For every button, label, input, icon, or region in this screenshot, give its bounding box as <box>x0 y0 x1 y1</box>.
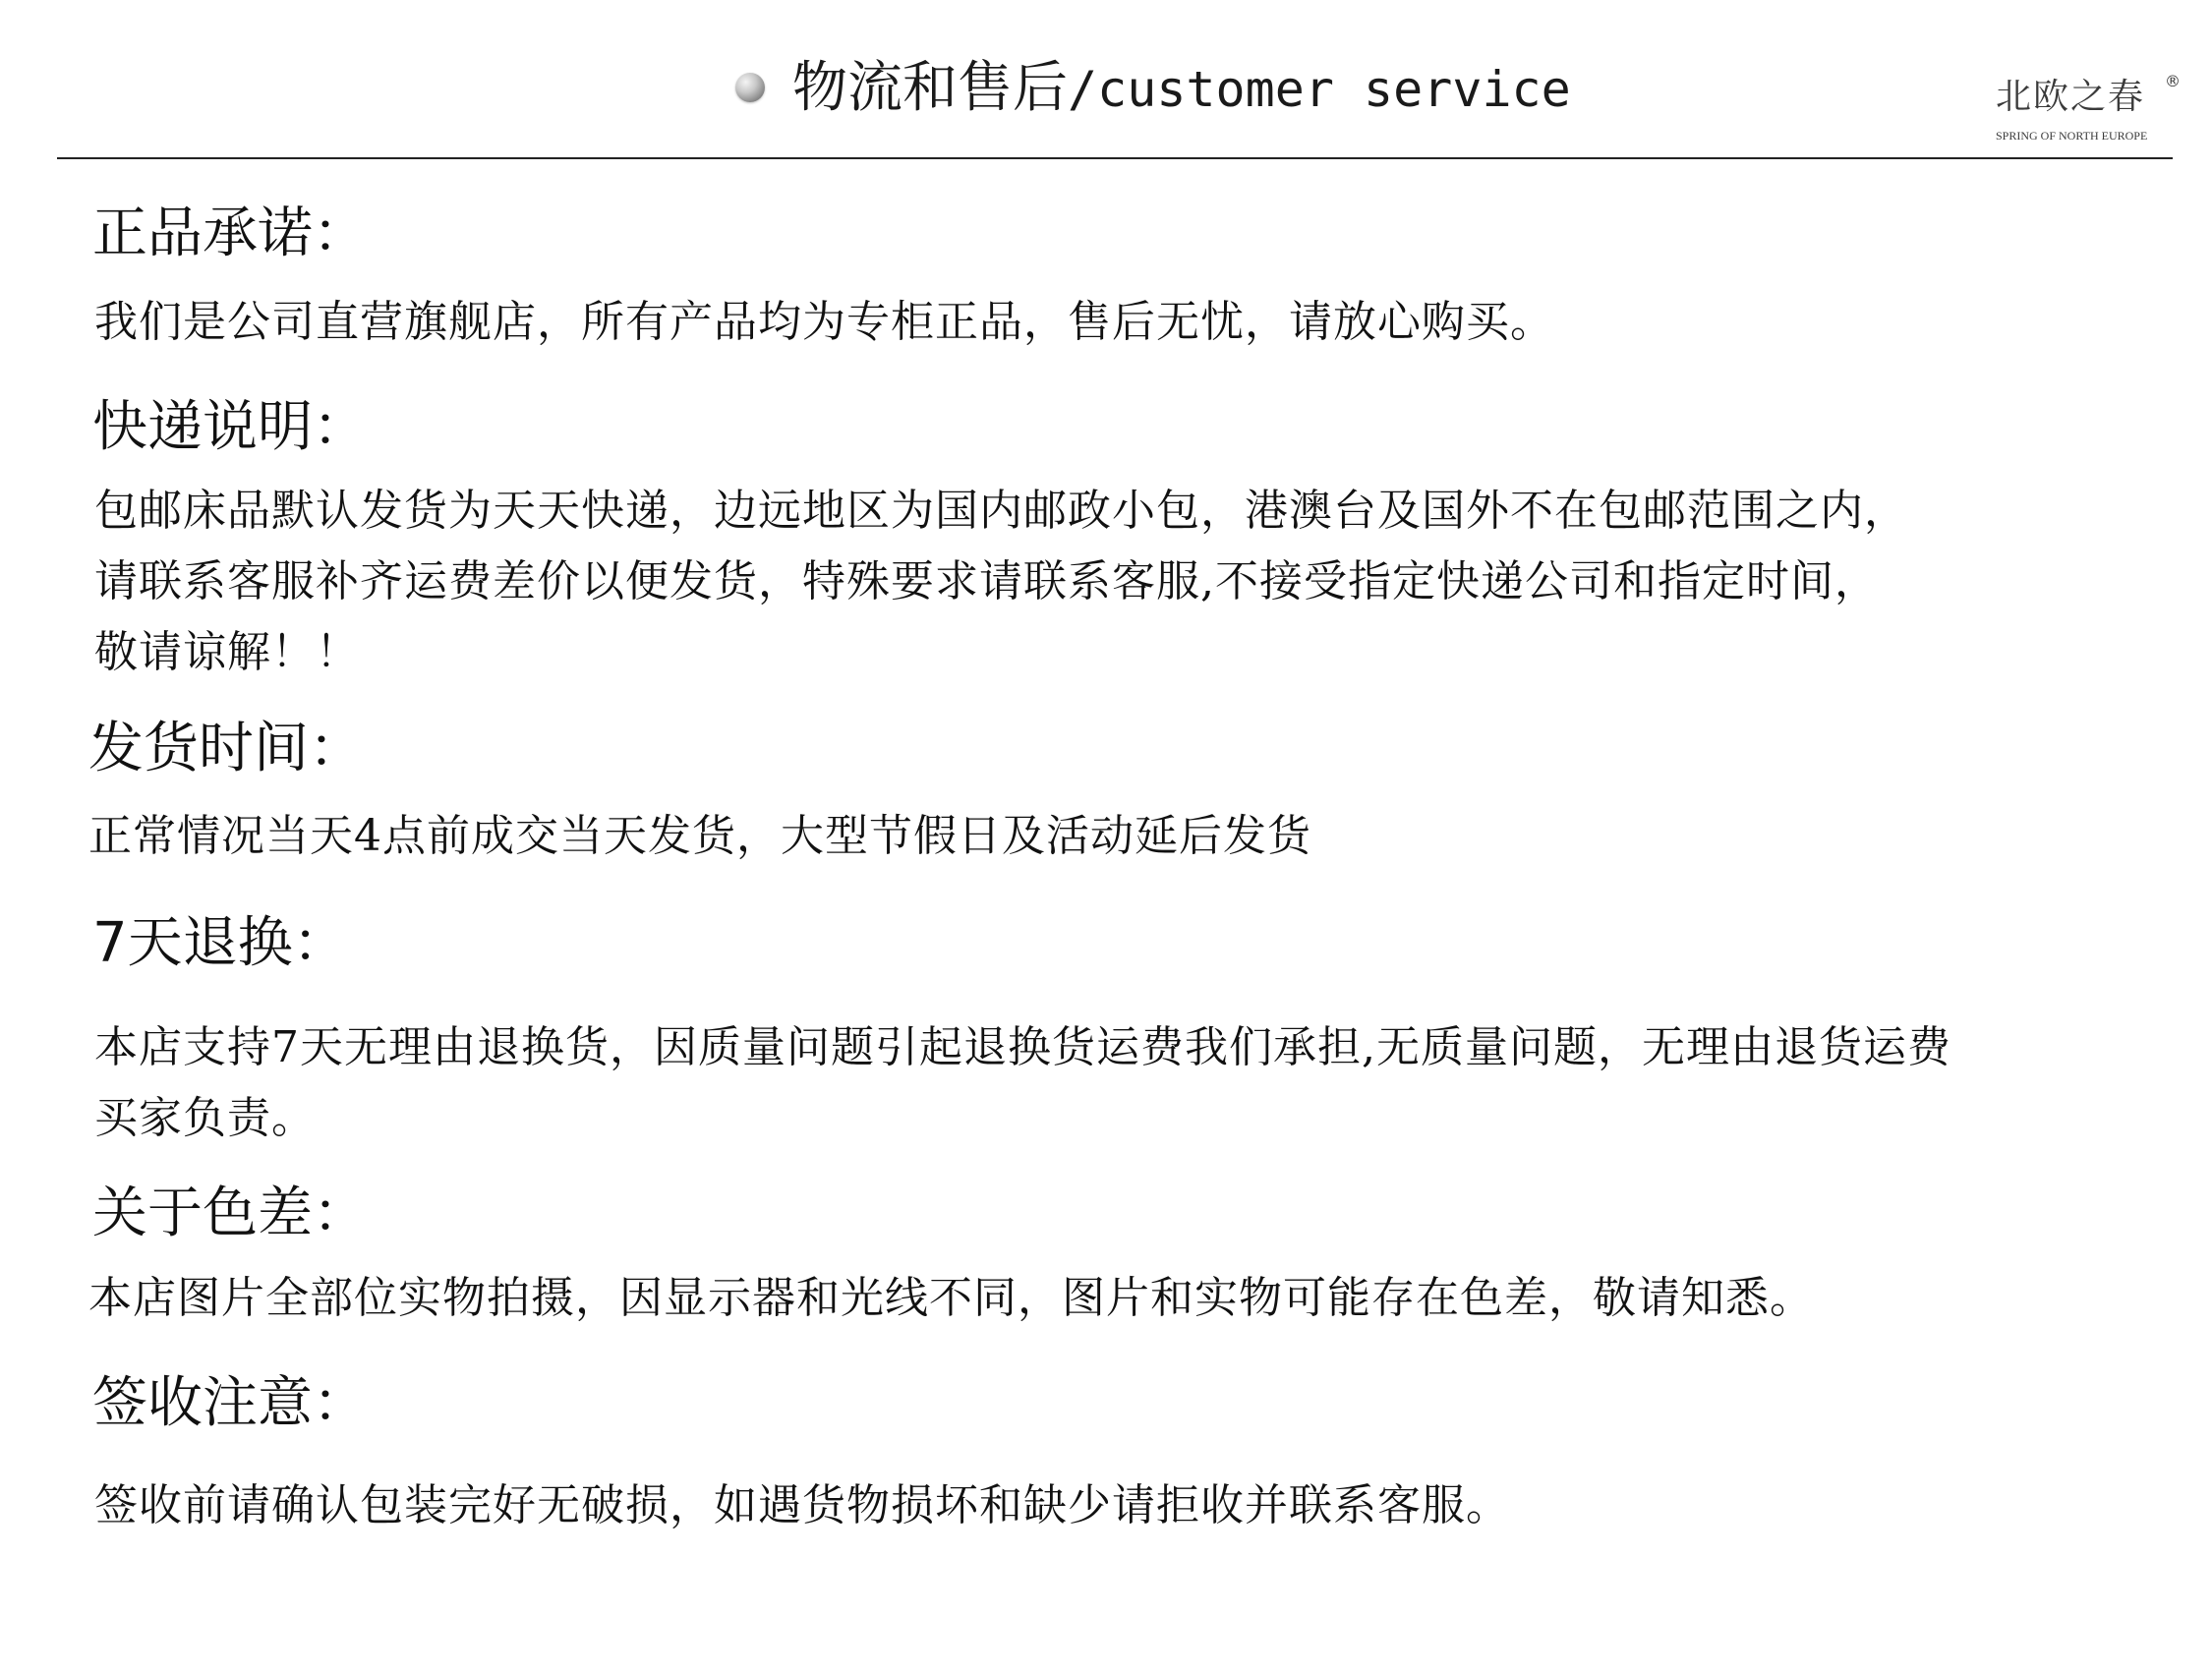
page-title-separator: / <box>1068 61 1098 118</box>
section-body-authenticity: 我们是公司直营旗舰店，所有产品均为专柜正品，售后无忧，请放心购买。 <box>94 297 1554 347</box>
section-body-shipping: 包邮床品默认发货为天天快递，边远地区为国内邮政小包，港澳台及国外不在包邮范围之内， 请联系客服补齐运费差价以便发货，特殊要求请联系客服,不接受指定快递公司和指定时间， 敬请谅解！！ <box>94 486 1908 677</box>
brand-tagline: SPRING OF NORTH EUROPE <box>1996 129 2148 143</box>
section-heading-dispatch-time: 发货时间： <box>88 717 364 780</box>
page-title-en: customer service <box>1097 61 1571 118</box>
section-heading-shipping: 快递说明： <box>92 395 368 459</box>
section-heading-returns: 7天退换： <box>92 911 348 975</box>
section-body-dispatch-time: 正常情况当天4点前成交当天发货，大型节假日及活动延后发货 <box>88 811 1311 861</box>
page-title-cn: 物流和售后 <box>792 56 1068 120</box>
section-heading-authenticity: 正品承诺： <box>92 202 368 265</box>
section-body-color-difference: 本店图片全部位实物拍摄，因显示器和光线不同，图片和实物可能存在色差，敬请知悉。 <box>88 1273 1814 1323</box>
section-body-receipt: 签收前请确认包装完好无破损，如遇货物损坏和缺少请拒收并联系客服。 <box>94 1480 1510 1530</box>
brand-name: 北欧之春 <box>1996 77 2146 117</box>
section-body-returns: 本店支持7天无理由退换货，因质量问题引起退换货运费我们承担,无质量问题，无理由退货运费 买家负责。 <box>94 1022 1951 1143</box>
section-heading-color-difference: 关于色差： <box>92 1182 368 1245</box>
registered-mark: ® <box>2165 72 2181 90</box>
section-heading-receipt: 签收注意： <box>92 1371 368 1435</box>
